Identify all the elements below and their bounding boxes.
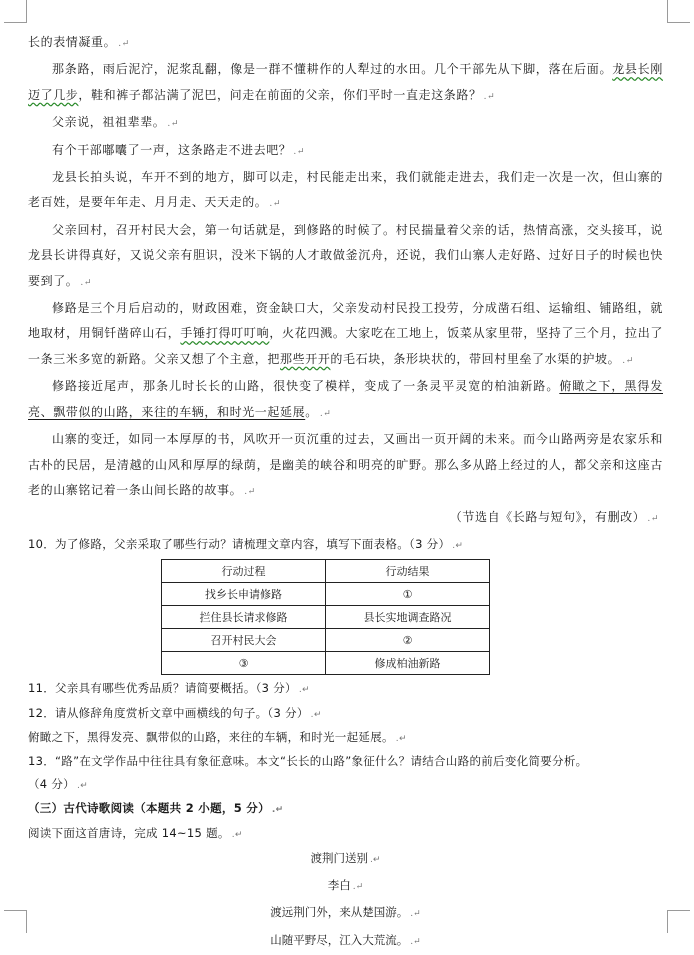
table-row: [162, 629, 490, 652]
passage-source: （节选自《长路与短句》，有删改） .↵: [449, 510, 659, 525]
table-header-cell: 行动结果: [326, 560, 490, 583]
passage-paragraph: 父亲说，祖祖辈辈。 .↵: [52, 115, 180, 130]
table-row: [162, 606, 490, 629]
passage-paragraph: 长的表情凝重。 .↵: [28, 35, 130, 49]
passage-paragraph: 龙县长拍头说，车开不到的地方，脚可以走，村民能走出来，我们就能走进去，我们走一次是一次，但山寨的老百姓，是要年年走、月月走、天天走的。 .↵: [28, 170, 663, 210]
poem-author: 李白 .↵: [327, 878, 364, 893]
table-cell: ③: [162, 652, 326, 675]
answer-table: [161, 559, 490, 675]
table-row: [162, 652, 490, 675]
question-12-quote: 俯瞰之下，黑得发亮、飘带似的山路，来往的车辆，和时光一起延展。 .↵: [28, 729, 407, 744]
wavy-underlined-text: 龙县长刚迈了几步: [28, 62, 663, 102]
poem-line: 渡远荆门外，来从楚国游。 .↵: [270, 905, 421, 920]
crop-mark-bottom-right: [667, 910, 690, 933]
poem-title: 渡荆门送别 .↵: [310, 850, 381, 865]
passage-paragraph: 修路接近尾声，那条儿时长长的山路，很快变了模样，变成了一条灵平灵宽的柏油新路。俯瞰之下，黑得发亮、飘带似的山路，来往的车辆，和时光一起延展。 .↵: [28, 379, 663, 419]
table-row: [162, 583, 490, 606]
table-cell: 县长实地调查路况: [326, 606, 490, 629]
passage-paragraph: 山寨的变迁，如同一本厚厚的书，风吹开一页沉重的过去，又画出一页开阔的未来。而今山路两旁是农家乐和古朴的民居，是清越的山风和厚厚的绿荫，是幽美的峡谷和明亮的旷野。那么多从路上经过的人，都父亲和这座古老的山寨铭记着一条山间长路的故事。 .↵: [28, 432, 663, 497]
question-10: 10．为了修路，父亲采取了哪些行动？请梳理文章内容，填写下面表格。（3 分） .↵: [28, 536, 464, 551]
table-cell: 找乡长申请修路: [162, 583, 326, 606]
wavy-underlined-text: 手锤打得叮叮响: [180, 326, 270, 341]
document-page: [28, 30, 663, 955]
question-13: 13．“路”在文学作品中往往具有象征意味。本文“长长的山路”象征什么？请结合山路的前后变化简要分析。: [28, 754, 588, 769]
passage-paragraph: 有个干部嘟囔了一声，这条路走不进去吧？ .↵: [52, 142, 306, 157]
passage-paragraph: 那条路，雨后泥泞，泥浆乱翻，像是一群不懂耕作的人犁过的水田。几个干部先从下脚，落在后面。龙县长刚迈了几步，鞋和裤子都沾满了泥巴，问走在前面的父亲，你们平时一直走这条路？ .↵: [28, 62, 663, 102]
crop-mark-top-right: [667, 0, 690, 23]
table-cell: 修成柏油新路: [326, 652, 490, 675]
question-13-score: （4 分） .↵: [28, 776, 88, 791]
poem-instruction: 阅读下面这首唐诗，完成 14~15 题。 .↵: [28, 825, 243, 840]
passage-paragraph: 父亲回村，召开村民大会，第一句话就是，到修路的时候了。村民揣量着父亲的话，热情高涨，交头接耳，说龙县长讲得真好，又说父亲有胆识，没米下锅的人才敢做釜沉舟，还说，我们山寨人走好路、过好日子的时候也快要到了。 .↵: [28, 222, 663, 288]
table-header-row: [162, 560, 490, 583]
table-cell: 拦住县长请求修路: [162, 606, 326, 629]
table-cell: ①: [326, 583, 490, 606]
passage-paragraph: 修路是三个月后启动的，财政困难，资金缺口大，父亲发动村民投工投劳，分成凿石组、运输组、铺路组，就地取材，用铜钎凿碎山石，手锤打得叮叮响，火花四溅。大家吃在工地上，饭菜从家里带，坚持了三个月，拉出了一条三米多宽的新路。父亲又想了个主意，把那些开开的毛石块，条形块状的，带回村里垒了水渠的护坡。 .↵: [28, 301, 663, 366]
crop-mark-top-left: [4, 0, 27, 23]
poem-line: 山随平野尽，江入大荒流。 .↵: [270, 932, 421, 947]
table-cell: 召开村民大会: [162, 629, 326, 652]
crop-mark-bottom-left: [4, 910, 27, 933]
question-11: 11．父亲具有哪些优秀品质？请简要概括。（3 分） .↵: [28, 681, 310, 696]
table-header-cell: 行动过程: [162, 560, 326, 583]
section-heading: （三）古代诗歌阅读（本题共 2 小题，5 分） .↵: [28, 801, 284, 816]
underlined-sentence: 俯瞰之下，黑得发亮、飘带似的山路，来往的车辆，和时光一起延展: [28, 379, 663, 419]
question-12: 12．请从修辞角度赏析文章中画横线的句子。（3 分） .↵: [28, 705, 322, 720]
wavy-underlined-text: 那些开开: [280, 351, 331, 366]
table-cell: ②: [326, 629, 490, 652]
